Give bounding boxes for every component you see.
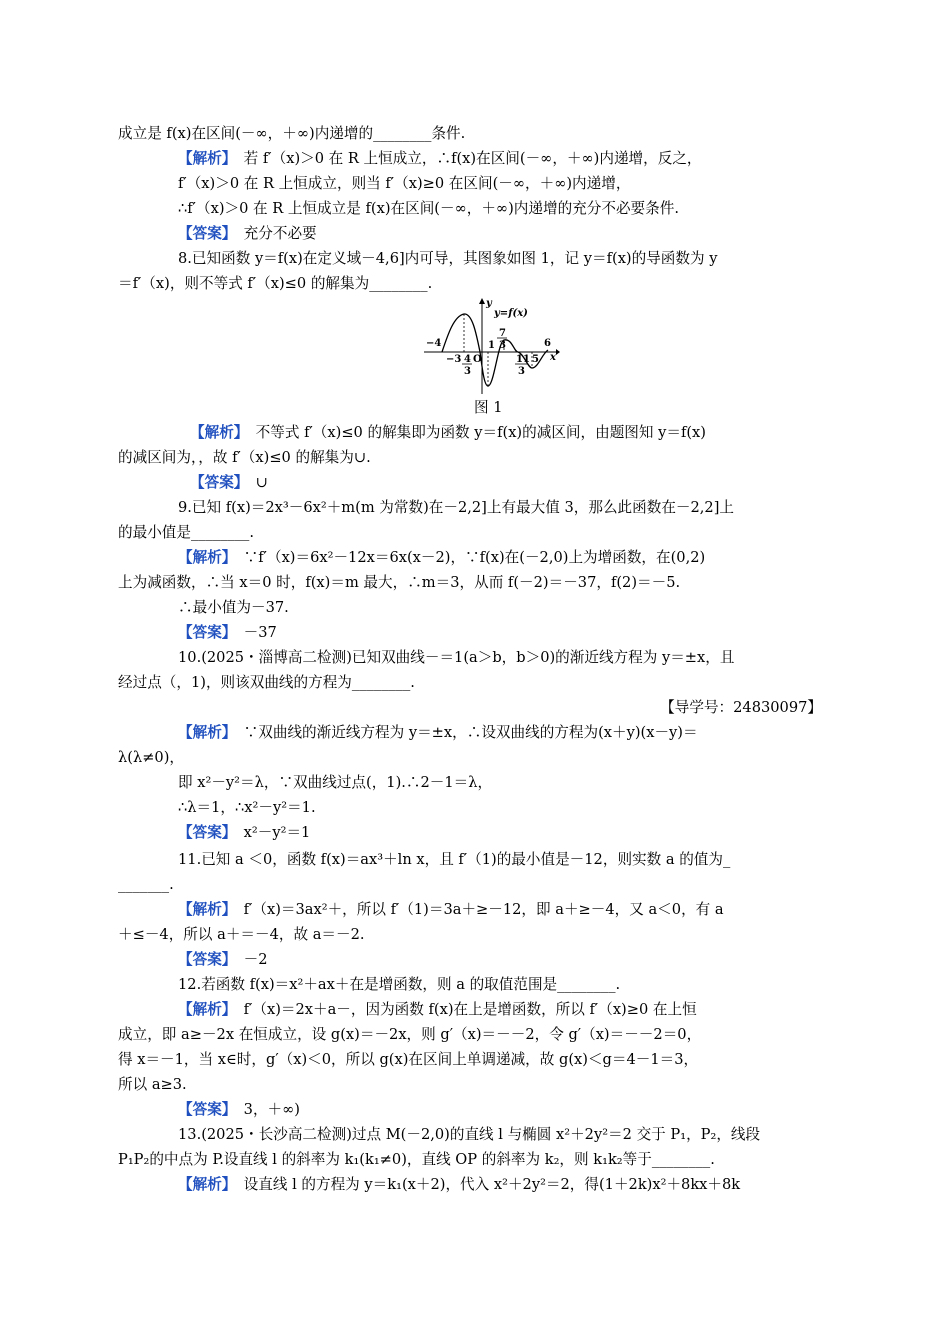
- tick-label-neg3: −3: [446, 354, 462, 365]
- analysis-tag: 【解析】: [178, 150, 230, 167]
- tick-label-6: 6: [544, 338, 551, 349]
- analysis-tag: 【解析】: [178, 1176, 230, 1193]
- analysis-line: 【解析】 f′（x)＝3ax²＋，所以 f′（1)＝3a＋≥－12，即 a＋≥－4，又 a＜0，有 a: [178, 901, 724, 918]
- tick-label-neg4-3-num: 4: [464, 354, 471, 365]
- y-axis-label: y: [486, 298, 492, 309]
- answer-line: 【答案】 －37: [178, 624, 277, 641]
- answer-tag: 【答案】: [178, 951, 230, 968]
- analysis-line: 【解析】 设直线 l 的方程为 y＝k₁(x＋2)，代入 x²＋2y²＝2，得(1＋2k)x²＋8kx＋8k: [178, 1176, 741, 1193]
- tick-label-11-3-den: 3: [518, 366, 525, 377]
- answer-tag: 【答案】: [190, 474, 242, 491]
- question-line: 8.已知函数 y＝f(x)在定义域－4,6]内可导，其图象如图 1，记 y＝f(x)的导函数为 y: [178, 250, 718, 267]
- question-line: 10.(2025・淄博高二检测)已知双曲线－＝1(a＞b，b＞0)的渐近线方程为 y＝±x，且: [178, 649, 735, 666]
- y-axis-arrow: [479, 298, 485, 304]
- analysis-line: 【解析】 ∵f′（x)＝6x²－12x＝6x(x－2)，∵f(x)在(－2,0)上为增函数，在(0,2): [178, 549, 706, 566]
- analysis-tag: 【解析】: [178, 549, 230, 566]
- text-line: 即 x²－y²＝λ，∵双曲线过点(，1).∴2－1＝λ，: [178, 774, 493, 791]
- text-line: ∴f′（x)＞0 在 R 上恒成立是 f(x)在区间(－∞，＋∞)内递增的充分不必要条件.: [178, 200, 679, 217]
- text-line: ＋≤－4，所以 a＋＝－4，故 a＝－2.: [118, 926, 365, 943]
- question-line: 9.已知 f(x)＝2x³－6x²＋m(m 为常数)在－2,2]上有最大值 3，那么此函数在－2,2]上: [178, 499, 734, 516]
- tick-label-5: 5: [532, 354, 539, 365]
- text-line: 成立，即 a≥－2x 在恒成立，设 g(x)＝－2x，则 g′（x)＝－－2，令 g′（x)＝－－2＝0，: [118, 1026, 702, 1043]
- analysis-line: 【解析】 ∵双曲线的渐近线方程为 y＝±x，∴设双曲线的方程为(x＋y)(x－y)＝: [178, 724, 698, 741]
- text-line: 的减区间为，，故 f′（x)≤0 的解集为∪.: [118, 449, 371, 466]
- origin-label: O: [473, 354, 482, 365]
- answer-tag: 【答案】: [178, 225, 230, 242]
- answer-line: 【答案】 ∪: [190, 474, 268, 491]
- question-line: 13.(2025・长沙高二检测)过点 M(－2,0)的直线 l 与椭圆 x²＋2y²＝2 交于 P₁，P₂，线段: [178, 1126, 761, 1143]
- x-axis-arrow: [556, 349, 560, 355]
- text-line: f′（x)＞0 在 R 上恒成立，则当 f′（x)≥0 在区间(－∞，＋∞)内递增，: [178, 175, 631, 192]
- analysis-tag: 【解析】: [190, 424, 242, 441]
- text-line: P₁P₂的中点为 P.设直线 l 的斜率为 k₁(k₁≠0)，直线 OP 的斜率为 k₂，则 k₁k₂等于________.: [118, 1151, 715, 1168]
- guide-number: 【导学号：24830097】: [660, 699, 822, 716]
- text-line: 成立是 f(x)在区间(－∞，＋∞)内递增的________条件.: [118, 125, 466, 142]
- tick-label-7-3-num: 7: [499, 328, 506, 339]
- tick-label-7-3-den: 3: [499, 340, 506, 351]
- analysis-line: 【解析】 f′（x)＝2x＋a－，因为函数 f(x)在上是增函数，所以 f′（x)≥0 在上恒: [178, 1001, 697, 1018]
- text-line: ∴λ＝1，∴x²－y²＝1.: [178, 799, 316, 816]
- answer-line: 【答案】 －2: [178, 951, 268, 968]
- tick-label-1: 1: [488, 340, 495, 351]
- x-axis-label: x: [550, 352, 556, 363]
- function-curve: [442, 314, 548, 386]
- text-line: ∴最小值为－37.: [178, 599, 289, 616]
- answer-line: 【答案】 充分不必要: [178, 225, 317, 242]
- text-line: 经过点（，1)，则该双曲线的方程为________.: [118, 674, 415, 691]
- text-line: ＝f′（x)，则不等式 f′（x)≤0 的解集为________.: [118, 275, 433, 292]
- analysis-line: 【解析】 不等式 f′（x)≤0 的解集即为函数 y＝f(x)的减区间，由题图知 y＝f(x): [190, 424, 706, 441]
- text-line: 上为减函数，∴当 x＝0 时，f(x)＝m 最大，∴m＝3，从而 f(－2)＝－37，f(2)＝－5.: [118, 574, 681, 591]
- text-line: 得 x＝－1，当 x∈时，g′（x)＜0，所以 g(x)在区间上单调递减，故 g(x)＜g＝4－1＝3，: [118, 1051, 699, 1068]
- tick-label-neg4-3-den: 3: [464, 366, 471, 377]
- analysis-tag: 【解析】: [178, 1001, 230, 1018]
- question-line: 11.已知 a ＜0，函数 f(x)＝ax³＋ln x，且 f′（1)的最小值是－12，则实数 a 的值为_: [178, 851, 731, 868]
- answer-line: 【答案】 3，＋∞): [178, 1101, 300, 1118]
- tick-label-11-3-num: 11: [516, 354, 530, 365]
- function-graph-figure: [424, 294, 560, 396]
- text-line: _______.: [118, 876, 174, 893]
- answer-tag: 【答案】: [178, 824, 230, 841]
- curve-label: y=f(x): [494, 308, 528, 319]
- text-line: 的最小值是________.: [118, 524, 254, 541]
- question-line: 12.若函数 f(x)＝x²＋ax＋在是增函数，则 a 的取值范围是________.: [178, 976, 621, 993]
- figure-caption: 图 1: [474, 399, 503, 416]
- analysis-tag: 【解析】: [178, 724, 230, 741]
- analysis-line: 【解析】 若 f′（x)＞0 在 R 上恒成立，∴f(x)在区间(－∞，＋∞)内递增，反之，: [178, 150, 702, 167]
- answer-tag: 【答案】: [178, 1101, 230, 1118]
- answer-line: 【答案】 x²－y²＝1: [178, 824, 311, 841]
- answer-tag: 【答案】: [178, 624, 230, 641]
- text-line: λ(λ≠0)，: [118, 749, 184, 766]
- analysis-tag: 【解析】: [178, 901, 230, 918]
- text-line: 所以 a≥3.: [118, 1076, 187, 1093]
- tick-label-neg4: −4: [426, 338, 442, 349]
